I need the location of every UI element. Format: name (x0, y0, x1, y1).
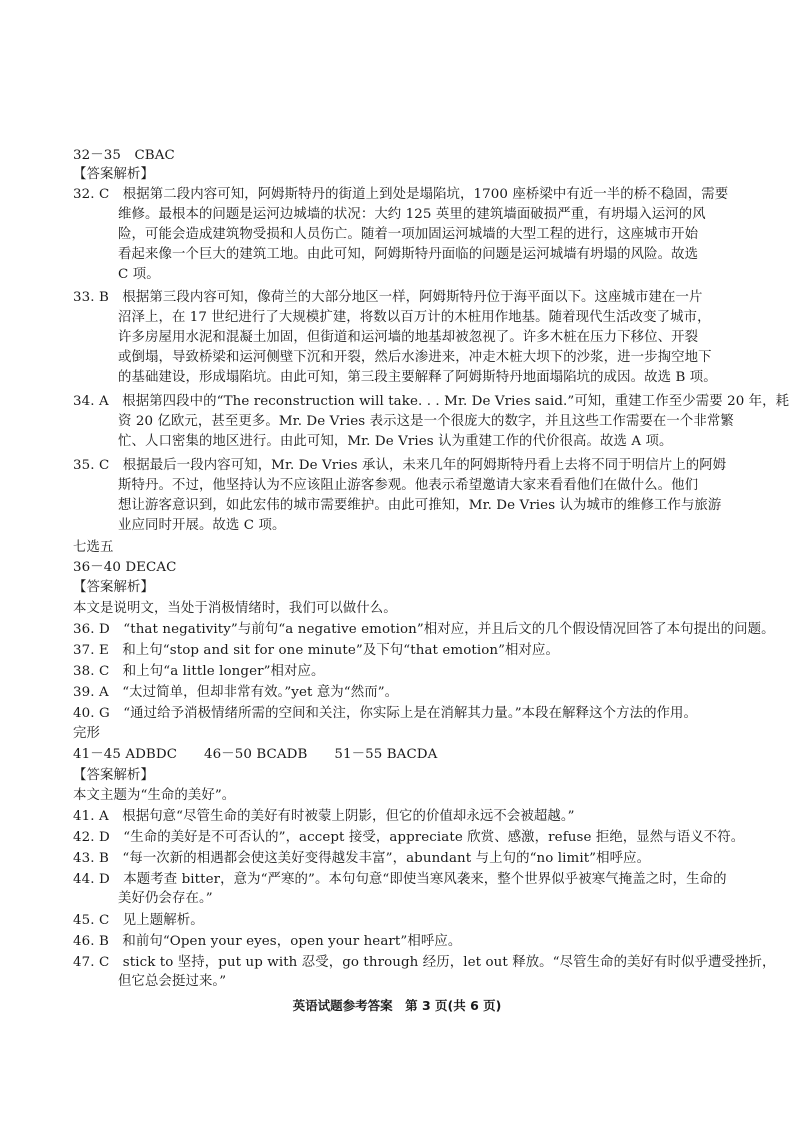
page-footer: 英语试题参考答案 第 3 页(共 6 页) (292, 998, 502, 1013)
answer-47-line-2: 但它总会挺过来。” (118, 974, 227, 989)
answer-34-line-3: 忙、人口密集的地区进行。由此可知，Mr. De Vries 认为重建工作的代价很高。故选 A 项。 (118, 434, 673, 449)
answer-32-line-2: 维修。最根本的问题是运河边城墙的状况：大约 125 英里的建筑墙面破损严重，有坍塌入运河的风 (118, 207, 706, 222)
answer-34-line-2: 资 20 亿欧元，甚至更多。Mr. De Vries 表示这是一个很庞大的数字，并且这些工作需要在一个非常繁 (118, 414, 734, 429)
answer-37: 37. E 和上句“stop and sit for one minute”及下句“that emotion”相对应。 (73, 643, 560, 658)
answer-35-line-3: 想让游客意识到，如此宏伟的城市需要维护。由此可推知，Mr. De Vries 认为城市的维修工作与旅游 (118, 498, 722, 513)
answer-40: 40. G “通过给予消极情绪所需的空间和关注，你实际上是在消解其力量。”本段在解释这个方法的作用。 (73, 706, 698, 721)
analysis-label: 【答案解析】 (73, 768, 154, 783)
answer-32-line-1: 32. C 根据第二段内容可知，阿姆斯特丹的街道上到处是塌陷坑，1700 座桥梁中有近一半的桥不稳固，需要 (73, 187, 729, 202)
answer-32-line-5: C 项。 (118, 267, 160, 282)
answer-44-line-2: 美好仍会存在。” (118, 891, 213, 906)
answer-36: 36. D “that negativity”与前句“a negative emotion”相对应，并且后文的几个假设情况回答了本句提出的问题。 (73, 622, 775, 637)
answer-42: 42. D “生命的美好是不可否认的”，accept 接受，appreciate 欣赏、感激，refuse 拒绝，显然与语义不符。 (73, 830, 745, 845)
answer-35-line-4: 业应同时开展。故选 C 项。 (118, 518, 286, 533)
answer-47-line-1: 47. C stick to 坚持，put up with 忍受，go through 经历，let out 释放。“尽管生命的美好有时似乎遭受挫折， (73, 955, 776, 970)
section-heading-36-40: 36－40 DECAC (73, 560, 177, 575)
analysis-label: 【答案解析】 (73, 167, 154, 182)
answer-46: 46. B 和前句“Open your eyes，open your heart”相呼应。 (73, 934, 462, 949)
answer-33-line-1: 33. B 根据第三段内容可知，像荷兰的大部分地区一样，阿姆斯特丹位于海平面以下。这座城市建在一片 (73, 290, 703, 305)
answer-34-line-1: 34. A 根据第四段中的“The reconstruction will take. . . Mr. De Vries said.”可知，重建工作至少需要 20 年，耗 (73, 394, 790, 409)
answer-33-line-3: 许多房屋用水泥和混凝土加固，但街道和运河墙的地基却被忽视了。许多木桩在压力下移位、开裂 (118, 330, 699, 345)
answer-45: 45. C 见上题解析。 (73, 913, 204, 928)
answer-39: 39. A “太过简单，但却非常有效。”yet 意为“然而”。 (73, 685, 399, 700)
answer-32-line-3: 险，可能会造成建筑物受损和人员伤亡。随着一项加固运河城墙的大型工程的进行，这座城市开始 (118, 227, 699, 242)
analysis-label: 【答案解析】 (73, 580, 154, 595)
answer-33-line-5: 的基础建设，形成塌陷坑。由此可知，第三段主要解释了阿姆斯特丹地面塌陷坑的成因。故选 B 项。 (118, 370, 717, 385)
passage-summary: 本文主题为“生命的美好”。 (73, 788, 236, 803)
section-heading-41-55: 41－45 ADBDC 46－50 BCADB 51－55 BACDA (73, 747, 438, 762)
section-title-seven-choose-five: 七选五 (73, 540, 114, 555)
answer-43: 43. B “每一次新的相遇都会使这美好变得越发丰富”，abundant 与上句的“no limit”相呼应。 (73, 851, 651, 866)
answer-41: 41. A 根据句意“尽管生命的美好有时被蒙上阴影，但它的价值却永远不会被超越。” (73, 809, 575, 824)
answer-32-line-4: 看起来像一个巨大的建筑工地。由此可知，阿姆斯特丹面临的问题是运河城墙有坍塌的风险。故选 (118, 247, 699, 262)
answer-35-line-2: 斯特丹。不过，他坚持认为不应该阻止游客参观。他表示希望邀请大家来看看他们在做什么。他们 (118, 478, 699, 493)
answer-38: 38. C 和上句“a little longer”相对应。 (73, 664, 325, 679)
answer-33-line-2: 沼泽上，在 17 世纪进行了大规模扩建，将数以百万计的木桩用作地基。随着现代生活改变了城市， (118, 310, 711, 325)
answer-35-line-1: 35. C 根据最后一段内容可知，Mr. De Vries 承认，未来几年的阿姆斯特丹看上去将不同于明信片上的阿姆 (73, 458, 727, 473)
answer-33-line-4: 或倒塌，导致桥梁和运河侧壁下沉和开裂，然后水渗进来，冲走木桩大坝下的沙浆，进一步掏空地下 (118, 350, 712, 365)
section-heading-32-35: 32－35 CBAC (73, 148, 175, 163)
section-title-cloze: 完形 (73, 726, 100, 741)
answer-44-line-1: 44. D 本题考查 bitter，意为“严寒的”。本句句意“即使当寒风袭来，整个世界似乎被寒气掩盖之时，生命的 (73, 872, 727, 887)
passage-summary: 本文是说明文，当处于消极情绪时，我们可以做什么。 (73, 601, 397, 616)
